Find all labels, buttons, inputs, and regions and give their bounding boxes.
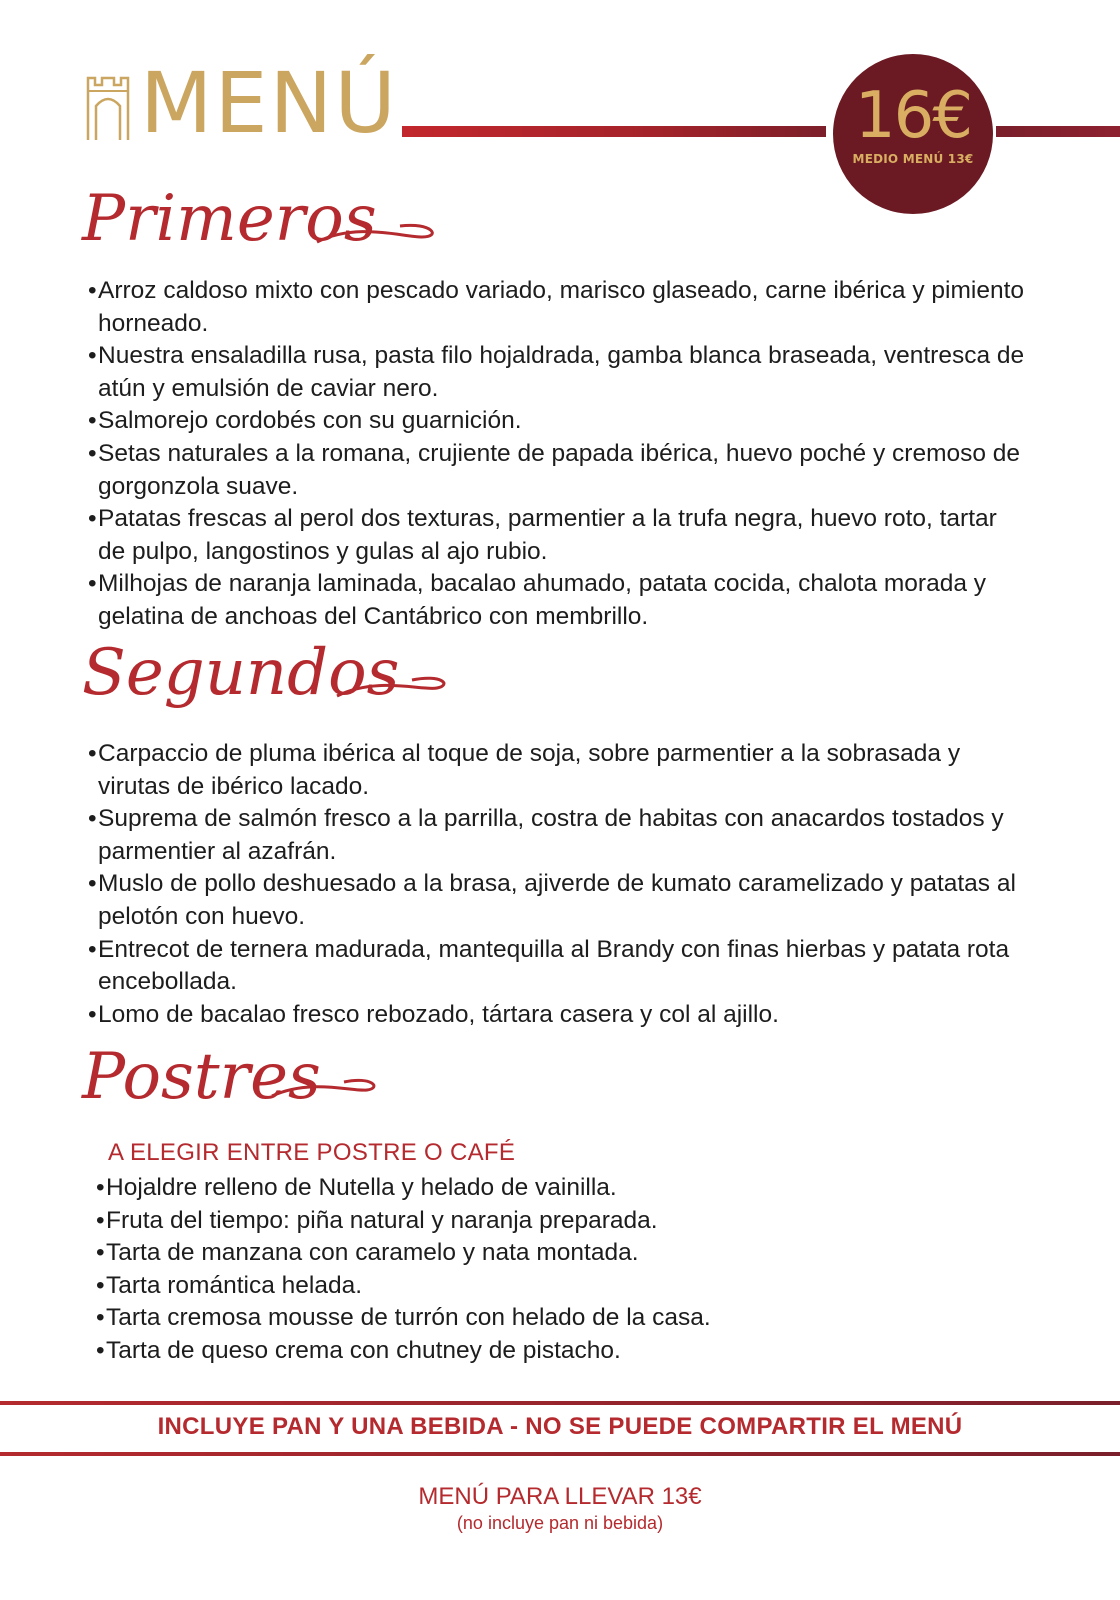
takeaway-price: MENÚ PARA LLEVAR 13€: [418, 1483, 702, 1510]
list-item: • Suprema de salmón fresco a la parrilla, costra de habitas con anacardos tostados y parmentier al azafrán.: [88, 803, 1038, 868]
menu-header: [0, 0, 1120, 200]
heading-primeros-text: Primeros: [82, 182, 377, 256]
primeros-list: [88, 275, 1028, 634]
castle-tower-icon: [86, 76, 130, 142]
footer-rule-top: [0, 1401, 1120, 1405]
heading-postres-text: Postres: [82, 1040, 321, 1114]
list-item: • Patatas frescas al perol dos texturas, parmentier a la trufa negra, huevo roto, tartar de pulpo, langostinos y gulas al ajo rubio.: [88, 503, 1028, 568]
list-item: • Lomo de bacalao fresco rebozado, tártara casera y col al ajillo.: [88, 999, 1038, 1032]
postres-note: A ELEGIR ENTRE POSTRE O CAFÉ: [108, 1139, 516, 1166]
list-item: • Milhojas de naranja laminada, bacalao ahumado, patata cocida, chalota morada y gelatina de anchoas del Cantábrico con membrillo.: [88, 568, 1028, 633]
list-item: • Tarta de queso crema con chutney de pistacho.: [96, 1335, 996, 1368]
menu-title: MENÚ: [140, 54, 398, 152]
menu-price: 16€: [854, 79, 972, 153]
footer-includes: INCLUYE PAN Y UNA BEBIDA - NO SE PUEDE COMPARTIR EL MENÚ: [157, 1413, 963, 1440]
list-item: • Fruta del tiempo: piña natural y naranja preparada.: [96, 1205, 996, 1238]
postres-list: [96, 1172, 996, 1368]
heading-primeros: [82, 182, 442, 272]
list-item: • Entrecot de ternera madurada, mantequilla al Brandy con finas hierbas y patata rota encebollada.: [88, 934, 1038, 999]
list-item: • Muslo de pollo deshuesado a la brasa, ajiverde de kumato caramelizado y patatas al pelotón con huevo.: [88, 868, 1038, 933]
half-menu-price: MEDIO MENÚ 13€: [852, 152, 974, 166]
heading-postres: [82, 1040, 402, 1130]
list-item: • Setas naturales a la romana, crujiente de papada ibérica, huevo poché y cremoso de gorgonzola suave.: [88, 438, 1028, 503]
header-divider-left: [402, 126, 826, 137]
segundos-list: [88, 738, 1038, 1031]
heading-flourish: [82, 1040, 402, 1130]
takeaway-note: (no incluye pan ni bebida): [456, 1513, 664, 1533]
heading-segundos-text: Segundos: [82, 636, 400, 710]
list-item: • Tarta cremosa mousse de turrón con helado de la casa.: [96, 1302, 996, 1335]
list-item: • Salmorejo cordobés con su guarnición.: [88, 405, 1028, 438]
footer-rule-bottom: [0, 1452, 1120, 1456]
heading-segundos: [82, 636, 462, 736]
header-divider-right: [996, 126, 1120, 137]
list-item: • Hojaldre relleno de Nutella y helado de vainilla.: [96, 1172, 996, 1205]
list-item: • Carpaccio de pluma ibérica al toque de soja, sobre parmentier a la sobrasada y virutas de ibérico lacado.: [88, 738, 1038, 803]
list-item: • Arroz caldoso mixto con pescado variado, marisco glaseado, carne ibérica y pimiento horneado.: [88, 275, 1028, 340]
heading-flourish: [82, 182, 442, 272]
list-item: • Nuestra ensaladilla rusa, pasta filo hojaldrada, gamba blanca braseada, ventresca de atún y emulsión de caviar nero.: [88, 340, 1028, 405]
price-badge: [833, 54, 993, 214]
list-item: • Tarta de manzana con caramelo y nata montada.: [96, 1237, 996, 1270]
list-item: • Tarta romántica helada.: [96, 1270, 996, 1303]
heading-flourish: [82, 636, 462, 736]
